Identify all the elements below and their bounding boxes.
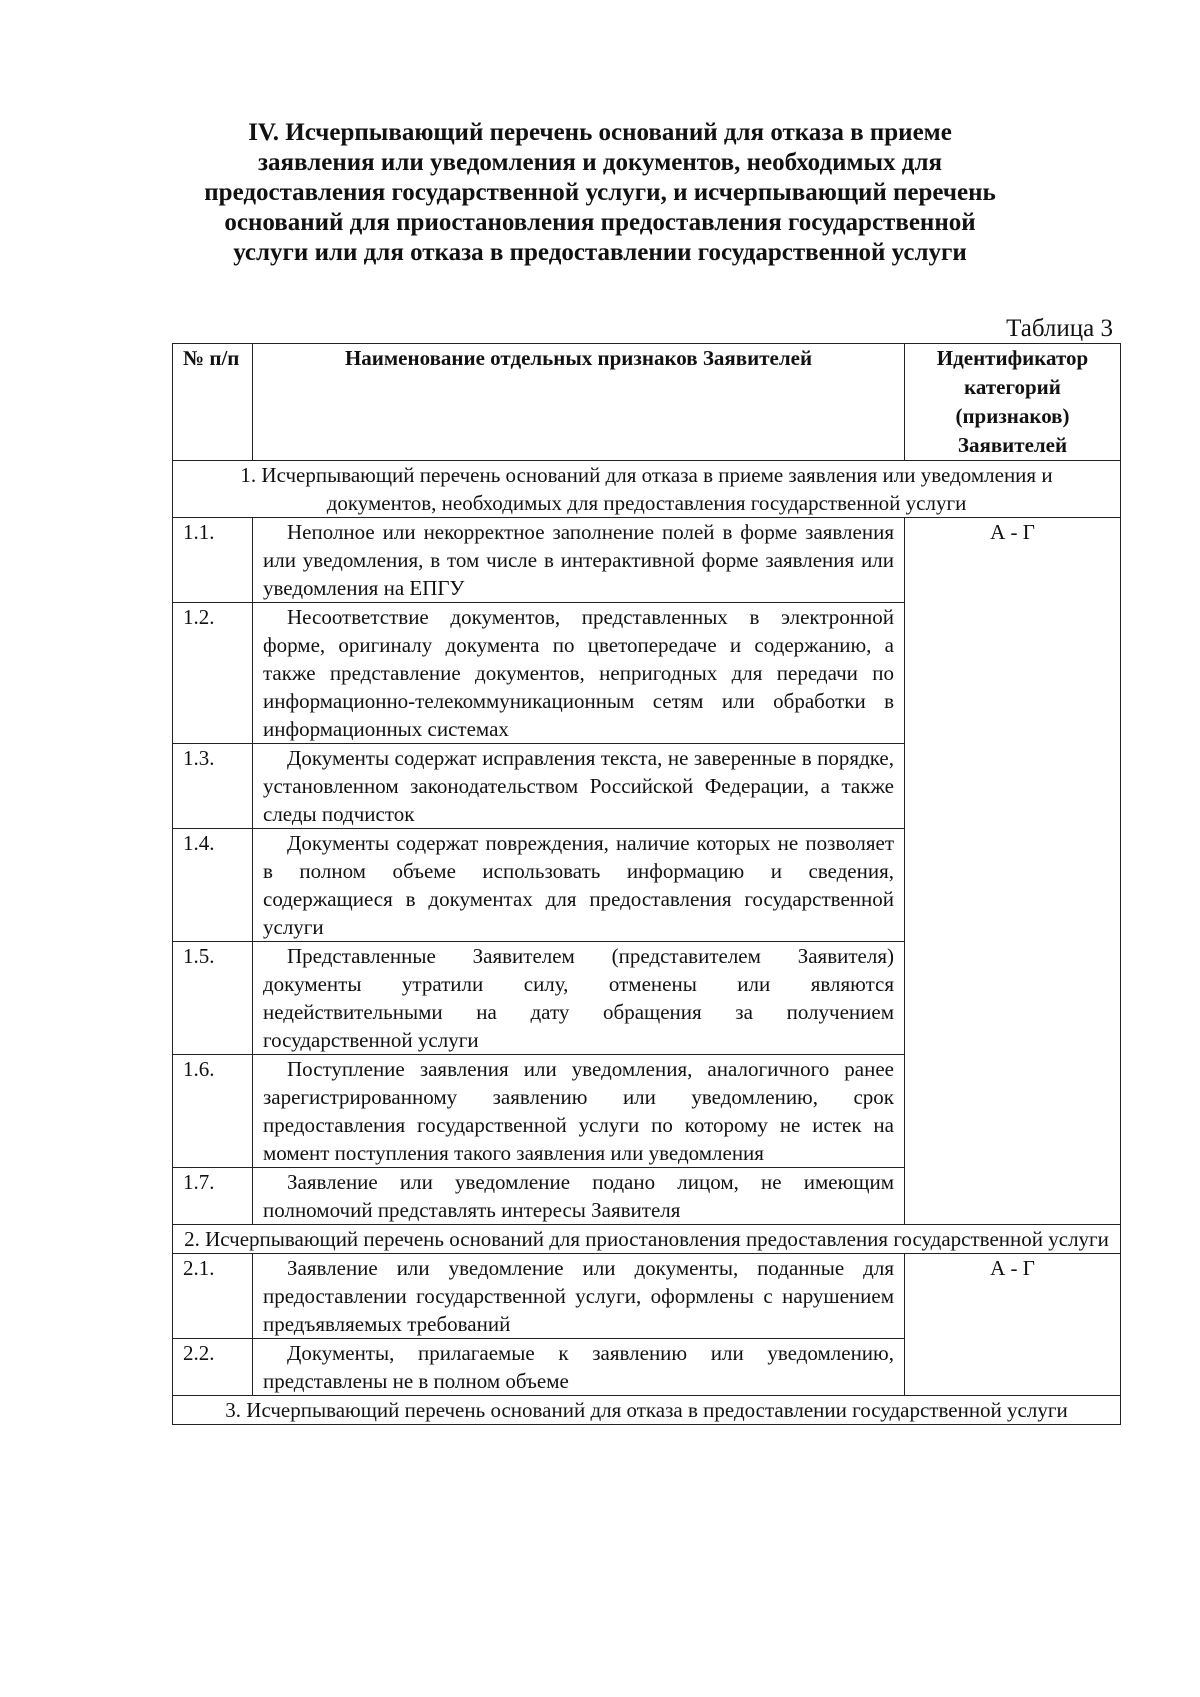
row-number: 1.1. [173, 518, 253, 603]
column-header-identifier: Идентификатор категорий (признаков) Заявителей [905, 344, 1121, 461]
table-row [173, 1254, 1121, 1339]
row-text: Документы, прилагаемые к заявлению или уведомлению, представлены не в полном объеме [253, 1339, 905, 1396]
row-number: 2.2. [173, 1339, 253, 1396]
section-title: 1. Исчерпывающий перечень оснований для отказа в приеме заявления или уведомления и документов, необходимых для предоставления государственной услуги [173, 461, 1121, 518]
section-title: 2. Исчерпывающий перечень оснований для приостановления предоставления государственной услуги [173, 1225, 1121, 1254]
section-header-row [173, 1396, 1121, 1425]
row-text: Несоответствие документов, представленных в электронной форме, оригиналу документа по цветопередаче и содержанию, а также представление документов, непригодных для передачи по информационно-телекоммуникационным сетям или обработки в информационных системах [253, 603, 905, 744]
section-title: 3. Исчерпывающий перечень оснований для отказа в предоставлении государственной услуги [173, 1396, 1121, 1425]
row-text: Представленные Заявителем (представителем Заявителя) документы утратили силу, отменены или являются недействительными на дату обращения за получением государственной услуги [253, 942, 905, 1055]
category-identifier: А - Г [905, 1254, 1121, 1396]
table-row [173, 518, 1121, 603]
category-identifier: А - Г [905, 518, 1121, 1225]
page-title-line: предоставления государственной услуги, и исчерпывающий перечень [204, 179, 996, 206]
page-title-line: услуги или для отказа в предоставлении государственной услуги [233, 239, 967, 266]
row-text: Заявление или уведомление или документы, поданные для предоставлении государственной услуги, оформлены с нарушением предъявляемых требований [253, 1254, 905, 1339]
row-number: 1.2. [173, 603, 253, 744]
row-text: Документы содержат повреждения, наличие которых не позволяет в полном объеме использовать информацию и сведения, содержащиеся в документах для предоставления государственной услуги [253, 829, 905, 942]
grounds-table [172, 343, 1121, 1425]
page-title-line: заявления или уведомления и документов, необходимых для [257, 149, 942, 176]
page-title-line: оснований для приостановления предоставления государственной [224, 209, 976, 236]
row-number: 2.1. [173, 1254, 253, 1339]
row-number: 1.7. [173, 1168, 253, 1225]
page-title [150, 118, 1050, 268]
row-text: Неполное или некорректное заполнение полей в форме заявления или уведомления, в том числе в интерактивной форме заявления или уведомления на ЕПГУ [253, 518, 905, 603]
row-text: Документы содержат исправления текста, не заверенные в порядке, установленном законодательством Российской Федерации, а также следы подчисток [253, 744, 905, 829]
section-header-row [173, 1225, 1121, 1254]
page-title-line: IV. Исчерпывающий перечень оснований для отказа в приеме [248, 119, 952, 146]
column-header-number: № п/п [173, 344, 253, 461]
table-caption: Таблица 3 [1006, 315, 1113, 342]
column-header-name: Наименование отдельных признаков Заявителей [253, 344, 905, 461]
row-text: Заявление или уведомление подано лицом, не имеющим полномочий представлять интересы Заявителя [253, 1168, 905, 1225]
row-number: 1.5. [173, 942, 253, 1055]
row-text: Поступление заявления или уведомления, аналогичного ранее зарегистрированному заявлению или уведомлению, срок предоставления государственной услуги по которому не истек на момент поступления такого заявления или уведомления [253, 1055, 905, 1168]
row-number: 1.3. [173, 744, 253, 829]
section-header-row [173, 461, 1121, 518]
table-header-row [173, 344, 1121, 461]
row-number: 1.4. [173, 829, 253, 942]
row-number: 1.6. [173, 1055, 253, 1168]
